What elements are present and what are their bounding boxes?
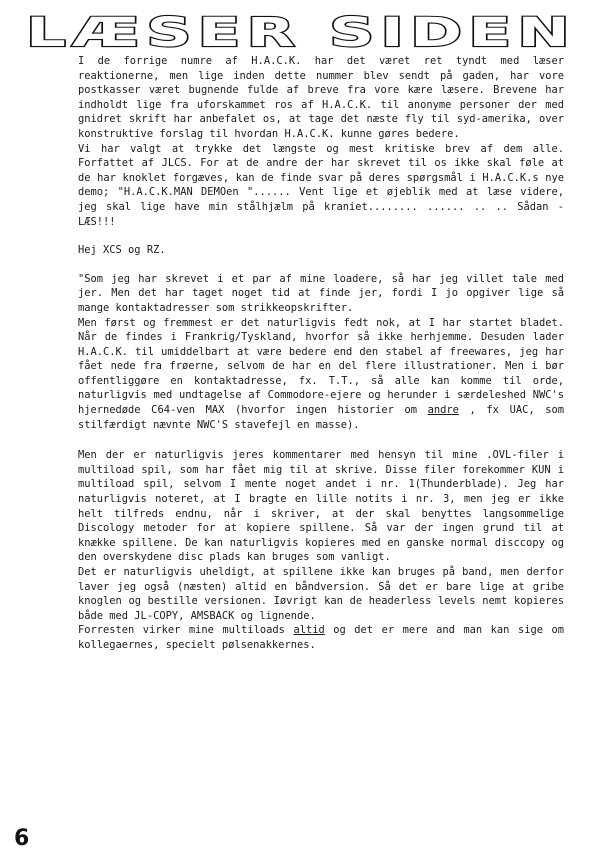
page-number: 6 <box>14 826 30 851</box>
letter-paragraph-2-text: Men først og fremmest er det naturligvis fedt nok, at I har startet bladet. Når de findes i Frankrig/Tyskland, hvorfor så ikke herhjemme. Desuden lader H.A.C.K. til umiddelbart at være bedere end den stabel af freewares, jeg har fået nede fra frøerne, selvom de har en del flere illustrationer. Men i bør offentliggøre en kontaktadresse, fx. T.T., så alle kan komme til orde, naturligvis med undtagelse af Commodore-ejere og herunder i særdeleshed NWC's hjernedøde C64-ven MAX (hvorfor ingen historier om <box>78 316 564 417</box>
intro-paragraph-2: Vi har valgt at trykke det længste og mest kritiske brev af dem alle. Forfattet af JLCS. For at de andre der har skrevet til os ikke skal føle at de har knoklet forgæves, kan de finde svar på deres spørgsmål i H.A.C.K.s nye demo; "H.A.C.K.MAN DEMOen "...... Vent lige et øjeblik med at læse videre, jeg skal lige have min stålhjælm på kraniet........ ...... .. .. Sådan - LÆS!!! <box>78 142 564 228</box>
page-title-text: LÆSER SIDEN <box>26 10 576 52</box>
underlined-word-altid: altid <box>293 624 325 637</box>
letter-paragraph-5 <box>78 623 564 652</box>
letter-paragraph-2 <box>78 316 564 433</box>
underlined-word-andre: andre <box>427 404 459 417</box>
letter-paragraph-2-end: , fx UAC, som stilfærdigt nævnte NWC'S stavefejl en masse). <box>78 404 564 431</box>
letter-paragraph-4: Det er naturligvis uheldigt, at spillene ikke kan bruges på band, men derfor laver jeg også (næsten) altid en båndversion. Så det er bare lige at gribe knoglen og bestille versionen. Iøvrigt kan de headerless levels nemt kopieres både med JL-COPY, AMSBACK og lignende. <box>78 566 564 622</box>
letter-paragraph-5-start: Forresten virker mine multiloads <box>78 624 285 637</box>
letter-paragraph-1: "Som jeg har skrevet i et par af mine loadere, så har jeg villet tale med jer. Men det har taget noget tid at finde jer, fordi I jo opgiver lige så mange kontaktadresser som strikkeopskrifter. <box>78 272 564 314</box>
page-title-graphic <box>22 8 582 52</box>
letter-greeting: Hej XCS og RZ. <box>78 244 166 257</box>
intro-paragraph-1: I de forrige numre af H.A.C.K. har det været ret tyndt med læser reaktionerne, men lige inden dette nummer blev sendt på gaden, har vore postkasser været bugnende fulde af breve fra vore kære læsere. Brevene har indholdt lige fra uforskammet ros af H.A.C.K. til anonyme personer der med gnidret skrift har anbefalet os, at tage det næste fly til syd-amerika, over konstruktive forslag til hvordan H.A.C.K. kunne gøres bedere. <box>78 55 564 140</box>
letter-paragraph-3: Men der er naturligvis jeres kommentarer med hensyn til mine .OVL-filer i multiload spil, som har fået mig til at skrive. Disse filer forekommer KUN i multiload spil, selvom I mente noget andet i nr. 1(Thunderblade). Jeg har naturligvis noteret, at I bragte en lille notits i nr. 3, men jeg er ikke helt tilfreds endnu, når i skriver, at der skal benyttes langsommelige Discology metoder for at kopiere spillene. Så var der ingen grund til at knække spillene. De kan naturligvis kopieres med en ganske normal disccopy og den overskydene disc plads kan bruges som vanligt. <box>78 449 564 564</box>
article-body <box>78 54 564 653</box>
letter-paragraph-5-end: og det er mere and man kan sige om kollegaernes, specielt pølsenakkernes. <box>78 624 564 651</box>
page-title <box>22 8 582 52</box>
